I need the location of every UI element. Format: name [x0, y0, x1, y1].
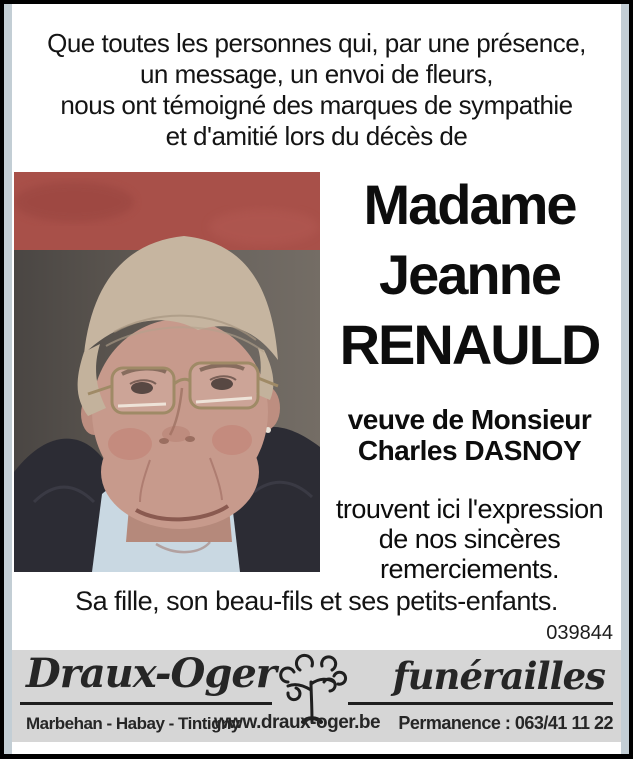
intro-text: [12, 28, 621, 152]
thanks-line: remerciements.: [379, 554, 560, 584]
intro-line: et d'amitié lors du décès de: [165, 121, 468, 151]
deceased-first-name: Jeanne: [379, 243, 560, 306]
thanks-line: trouvent ici l'expression: [335, 494, 604, 524]
deceased-block: [318, 170, 621, 584]
funeral-home-locations: Marbehan - Habay - Tintigny: [26, 714, 240, 733]
intro-line: nous ont témoigné des marques de sympathie: [60, 90, 573, 120]
deceased-last-name: RENAULD: [339, 313, 600, 376]
funeral-home-banner: [12, 650, 621, 742]
funeral-home-type: funérailles: [392, 654, 605, 698]
thanks-line: de nos sincères: [378, 524, 561, 554]
funeral-home-phone: Permanence : 063/41 11 22: [398, 713, 613, 733]
funeral-home-name: Draux-Oger: [26, 650, 276, 697]
relation-line: Charles DASNOY: [357, 435, 582, 466]
thanks-text: [318, 494, 621, 584]
relation-text: [318, 404, 621, 466]
family-line: Sa fille, son beau-fils et ses petits-enfants.: [75, 586, 558, 616]
reference-number: 039844: [546, 622, 613, 644]
intro-line: un message, un envoi de fleurs,: [139, 59, 494, 89]
notice-content: [4, 4, 629, 754]
intro-line: Que toutes les personnes qui, par une présence,: [47, 28, 586, 58]
deceased-title: Madame: [363, 173, 576, 236]
divider-line-left: [20, 702, 272, 705]
relation-line: veuve de Monsieur: [347, 404, 592, 435]
divider-line-right: [348, 702, 613, 705]
funeral-home-website: www.draux-oger.be: [214, 712, 381, 733]
portrait-photo: [14, 172, 320, 572]
